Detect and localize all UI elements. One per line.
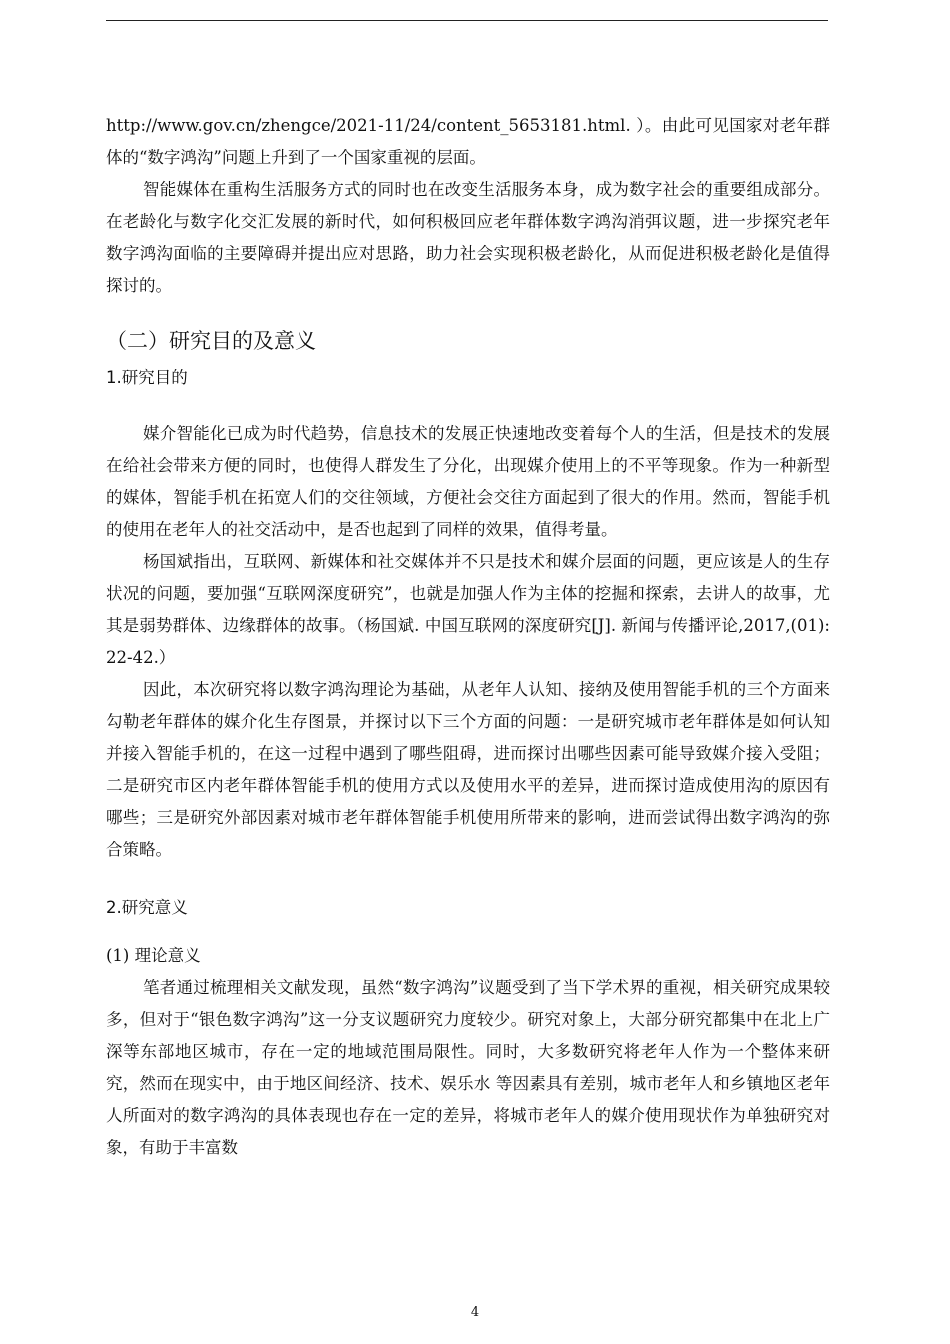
theory-subheading: (1) 理论意义 — [106, 946, 201, 965]
purpose-paragraph-1: 媒介智能化已成为时代趋势，信息技术的发展正快速地改变着每个人的生活，但是技术的发展在给社会带来方便的同时，也使得人群发生了分化，出现媒介使用上的不平等现象。作为一种新型的媒体，智能手机在拓宽人们的交往领域，方便社会交往方面起到了很大的作用。然而，智能手机的使用在老年人的社交活动中，是否也起到了同样的效果，值得考量。 — [106, 424, 830, 539]
header-rule — [106, 20, 828, 21]
page-number: 4 — [470, 1305, 480, 1320]
continuation-paragraph: http://www.gov.cn/zhengce/2021-11/24/content_5653181.html. ）。由此可见国家对老年群体的“数字鸿沟”问题上升到了一个国家重视的层面。 — [106, 116, 830, 167]
purpose-heading: 1.研究目的 — [106, 368, 188, 387]
section-heading: （二）研究目的及意义 — [106, 329, 316, 353]
significance-heading: 2.研究意义 — [106, 898, 188, 917]
body-content — [106, 110, 830, 1164]
purpose-paragraph-2: 杨国斌指出，互联网、新媒体和社交媒体并不只是技术和媒介层面的问题，更应该是人的生存状况的问题，要加强“互联网深度研究”，也就是加强人作为主体的挖掘和探索，去讲人的故事，尤其是弱势群体、边缘群体的故事。（杨国斌. 中国互联网的深度研究[J]. 新闻与传播评论,2017,(01):22-42.） — [106, 552, 830, 667]
purpose-paragraph-3: 因此，本次研究将以数字鸿沟理论为基础，从老年人认知、接纳及使用智能手机的三个方面来勾勒老年群体的媒介化生存图景，并探讨以下三个方面的问题：一是研究城市老年群体是如何认知并接入智能手机的，在这一过程中遇到了哪些阻碍，进而探讨出哪些因素可能导致媒介接入受阻；二是研究市区内老年群体智能手机的使用方式以及使用水平的差异，进而探讨造成使用沟的原因有哪些；三是研究外部因素对城市老年群体智能手机使用所带来的影响，进而尝试得出数字鸿沟的弥合策略。 — [106, 680, 830, 859]
intro-paragraph: 智能媒体在重构生活服务方式的同时也在改变生活服务本身，成为数字社会的重要组成部分。在老龄化与数字化交汇发展的新时代，如何积极回应老年群体数字鸿沟消弭议题，进一步探究老年数字鸿沟面临的主要障碍并提出应对思路，助力社会实现积极老龄化，从而促进积极老龄化是值得探讨的。 — [106, 180, 830, 295]
theory-paragraph: 笔者通过梳理相关文献发现，虽然“数字鸿沟”议题受到了当下学术界的重视，相关研究成果较多，但对于“银色数字鸿沟”这一分支议题研究力度较少。研究对象上，大部分研究都集中在北上广深等东部地区城市，存在一定的地域范围局限性。同时，大多数研究将老年人作为一个整体来研究，然而在现实中，由于地区间经济、技术、娱乐水 等因素具有差别，城市老年人和乡镇地区老年人所面对的数字鸿沟的具体表现也存在一定的差异，将城市老年人的媒介使用现状作为单独研究对象，有助于丰富数 — [106, 978, 830, 1157]
